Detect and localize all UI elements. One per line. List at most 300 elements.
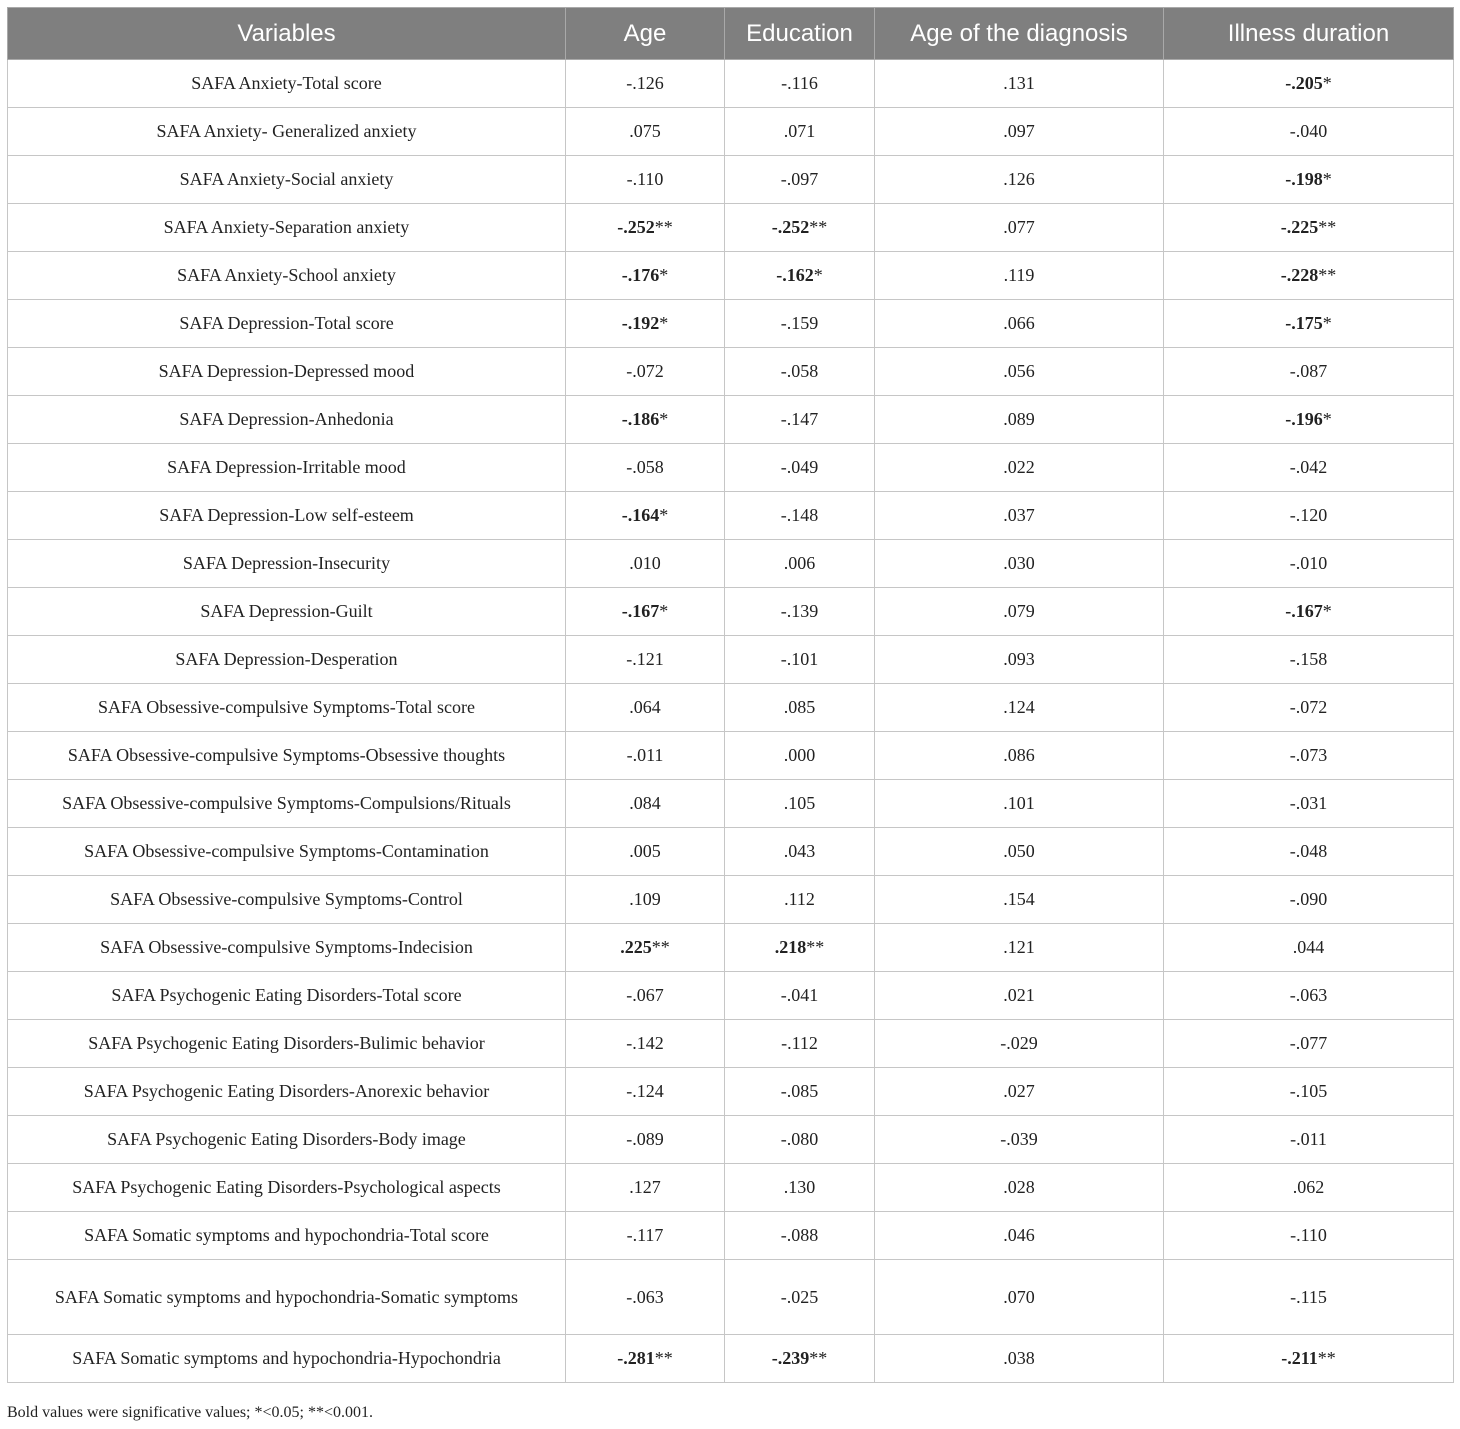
significance-marker: ** (1318, 265, 1337, 285)
significance-marker: * (659, 265, 669, 285)
cell-illness-duration (1164, 732, 1454, 780)
cell-value: .022 (1003, 457, 1035, 477)
cell-value: .000 (783, 745, 816, 765)
cell-illness-duration (1164, 300, 1454, 348)
cell-value: .071 (783, 121, 816, 141)
header-age-of-diagnosis: Age of the diagnosis (875, 8, 1164, 60)
cell-age-of-diagnosis (875, 732, 1164, 780)
cell-age-of-diagnosis (875, 636, 1164, 684)
cell-value: -.139 (780, 601, 819, 621)
cell-age (566, 444, 725, 492)
cell-value: .109 (629, 889, 661, 909)
cell-value: -.239 (771, 1348, 810, 1368)
header-illness-duration: Illness duration (1164, 8, 1454, 60)
cell-variable-label: SAFA Obsessive-compulsive Symptoms-Obsessive thoughts (8, 732, 566, 780)
significance-marker: ** (809, 217, 828, 237)
cell-variable-label: SAFA Anxiety-Social anxiety (8, 156, 566, 204)
table-row (8, 732, 1454, 780)
cell-value: .121 (1003, 937, 1035, 957)
cell-education (725, 1164, 875, 1212)
cell-age-of-diagnosis (875, 492, 1164, 540)
cell-age (566, 348, 725, 396)
cell-variable-label: SAFA Somatic symptoms and hypochondria-Hypochondria (8, 1335, 566, 1383)
cell-illness-duration (1164, 348, 1454, 396)
significance-marker: * (1322, 409, 1332, 429)
cell-age (566, 588, 725, 636)
header-row (8, 8, 1454, 60)
cell-value: .046 (1003, 1225, 1035, 1245)
cell-value: -.067 (626, 985, 664, 1005)
cell-education (725, 1212, 875, 1260)
cell-illness-duration (1164, 588, 1454, 636)
table-row (8, 60, 1454, 108)
cell-value: -.164 (621, 505, 660, 525)
cell-illness-duration (1164, 204, 1454, 252)
cell-value: -.148 (780, 505, 819, 525)
cell-value: .030 (1003, 553, 1035, 573)
cell-value: -.077 (1289, 1033, 1328, 1053)
cell-value: .006 (783, 553, 816, 573)
cell-age-of-diagnosis (875, 684, 1164, 732)
cell-education (725, 1020, 875, 1068)
cell-value: -.112 (781, 1033, 818, 1053)
table-row (8, 492, 1454, 540)
cell-value: -.049 (780, 457, 819, 477)
table-row (8, 828, 1454, 876)
cell-education (725, 1068, 875, 1116)
significance-marker: ** (651, 937, 670, 957)
cell-education (725, 924, 875, 972)
cell-value: -.158 (1289, 649, 1328, 669)
cell-variable-label: SAFA Anxiety-Total score (8, 60, 566, 108)
cell-value: -.192 (621, 313, 660, 333)
cell-value: -.097 (780, 169, 819, 189)
cell-value: -.080 (780, 1129, 819, 1149)
cell-value: .070 (1003, 1286, 1035, 1307)
cell-age-of-diagnosis (875, 1260, 1164, 1335)
cell-illness-duration (1164, 60, 1454, 108)
significance-marker: * (1322, 73, 1332, 93)
cell-age-of-diagnosis (875, 780, 1164, 828)
cell-age (566, 684, 725, 732)
cell-value: .154 (1003, 889, 1035, 909)
cell-value: -.159 (780, 313, 819, 333)
cell-value: .005 (629, 841, 661, 861)
cell-value: -.088 (780, 1225, 819, 1245)
cell-value: -.115 (1290, 1286, 1327, 1307)
table-row (8, 1260, 1454, 1335)
table-row (8, 876, 1454, 924)
cell-variable-label: SAFA Anxiety-Separation anxiety (8, 204, 566, 252)
cell-variable-label: SAFA Depression-Desperation (8, 636, 566, 684)
table-row (8, 588, 1454, 636)
cell-value: -.010 (1289, 553, 1328, 573)
cell-age (566, 300, 725, 348)
cell-value: -.085 (780, 1081, 819, 1101)
table-body (8, 60, 1454, 1383)
cell-education (725, 156, 875, 204)
cell-age-of-diagnosis (875, 1335, 1164, 1383)
correlation-table-container (7, 7, 1453, 1383)
cell-age (566, 108, 725, 156)
cell-illness-duration (1164, 780, 1454, 828)
cell-value: -.042 (1289, 457, 1328, 477)
cell-variable-label: SAFA Depression-Irritable mood (8, 444, 566, 492)
cell-age-of-diagnosis (875, 876, 1164, 924)
cell-illness-duration (1164, 1164, 1454, 1212)
cell-education (725, 1260, 875, 1335)
cell-value: .028 (1003, 1177, 1035, 1197)
cell-age-of-diagnosis (875, 204, 1164, 252)
cell-value: .021 (1003, 985, 1035, 1005)
significance-marker: * (1322, 601, 1332, 621)
cell-value: .225 (620, 937, 652, 957)
table-row (8, 1335, 1454, 1383)
cell-variable-label: SAFA Psychogenic Eating Disorders-Total score (8, 972, 566, 1020)
header-age: Age (566, 8, 725, 60)
table-row (8, 780, 1454, 828)
table-row (8, 156, 1454, 204)
table-row (8, 396, 1454, 444)
cell-illness-duration (1164, 396, 1454, 444)
significance-marker: * (1322, 313, 1332, 333)
cell-age-of-diagnosis (875, 540, 1164, 588)
cell-value: -.101 (780, 649, 819, 669)
cell-value: -.058 (780, 361, 819, 381)
cell-illness-duration (1164, 924, 1454, 972)
table-row (8, 972, 1454, 1020)
cell-value: -.025 (780, 1286, 819, 1307)
cell-value: -.225 (1280, 217, 1319, 237)
cell-variable-label: SAFA Obsessive-compulsive Symptoms-Total score (8, 684, 566, 732)
cell-value: .010 (629, 553, 661, 573)
cell-value: -.029 (1000, 1033, 1038, 1053)
cell-age (566, 204, 725, 252)
cell-education (725, 1116, 875, 1164)
cell-age-of-diagnosis (875, 1116, 1164, 1164)
cell-value: -.126 (626, 73, 664, 93)
cell-education (725, 732, 875, 780)
cell-illness-duration (1164, 972, 1454, 1020)
cell-education (725, 204, 875, 252)
cell-value: .079 (1003, 601, 1035, 621)
cell-value: .101 (1003, 793, 1035, 813)
table-row (8, 348, 1454, 396)
cell-value: -.252 (771, 217, 810, 237)
cell-education (725, 780, 875, 828)
header-variables: Variables (8, 8, 566, 60)
cell-variable-label: SAFA Psychogenic Eating Disorders-Anorexic behavior (8, 1068, 566, 1116)
cell-value: -.040 (1289, 121, 1328, 141)
cell-value: .126 (1003, 169, 1035, 189)
cell-value: -.121 (626, 649, 664, 669)
cell-value: .027 (1003, 1081, 1035, 1101)
table-row (8, 204, 1454, 252)
cell-age-of-diagnosis (875, 828, 1164, 876)
significance-marker: * (659, 505, 669, 525)
cell-value: .077 (1003, 217, 1035, 237)
cell-variable-label: SAFA Anxiety- Generalized anxiety (8, 108, 566, 156)
cell-value: -.116 (781, 73, 818, 93)
cell-value: -.063 (1289, 985, 1328, 1005)
cell-age (566, 636, 725, 684)
cell-variable-label: SAFA Obsessive-compulsive Symptoms-Indecision (8, 924, 566, 972)
cell-value: -.117 (626, 1225, 664, 1245)
cell-age (566, 492, 725, 540)
table-row (8, 300, 1454, 348)
cell-variable-label: SAFA Depression-Low self-esteem (8, 492, 566, 540)
cell-education (725, 492, 875, 540)
cell-variable-label: SAFA Somatic symptoms and hypochondria-Somatic symptoms (8, 1260, 566, 1335)
cell-age (566, 780, 725, 828)
cell-age (566, 876, 725, 924)
significance-marker: ** (806, 937, 825, 957)
table-row (8, 1212, 1454, 1260)
cell-variable-label: SAFA Depression-Depressed mood (8, 348, 566, 396)
cell-value: -.176 (621, 265, 660, 285)
cell-variable-label: SAFA Depression-Total score (8, 300, 566, 348)
correlation-table (7, 7, 1454, 1383)
cell-illness-duration (1164, 1212, 1454, 1260)
cell-age-of-diagnosis (875, 588, 1164, 636)
cell-age-of-diagnosis (875, 972, 1164, 1020)
cell-illness-duration (1164, 444, 1454, 492)
cell-value: -.124 (626, 1081, 664, 1101)
cell-value: .043 (783, 841, 816, 861)
cell-illness-duration (1164, 1068, 1454, 1116)
cell-age-of-diagnosis (875, 1068, 1164, 1116)
cell-education (725, 972, 875, 1020)
cell-age-of-diagnosis (875, 1020, 1164, 1068)
cell-value: .097 (1003, 121, 1035, 141)
cell-age (566, 1068, 725, 1116)
cell-education (725, 1335, 875, 1383)
cell-illness-duration (1164, 1116, 1454, 1164)
cell-value: -.011 (1290, 1129, 1327, 1149)
cell-education (725, 876, 875, 924)
table-footnote: Bold values were significative values; *<0.05; **<0.001. (7, 1404, 373, 1421)
cell-education (725, 828, 875, 876)
cell-age (566, 60, 725, 108)
table-row (8, 108, 1454, 156)
cell-variable-label: SAFA Depression-Insecurity (8, 540, 566, 588)
cell-value: -.058 (626, 457, 664, 477)
table-row (8, 1116, 1454, 1164)
table-row (8, 252, 1454, 300)
cell-value: -.186 (621, 409, 660, 429)
cell-value: -.167 (621, 601, 660, 621)
cell-education (725, 60, 875, 108)
cell-value: -.090 (1289, 889, 1328, 909)
cell-education (725, 684, 875, 732)
cell-value: -.105 (1289, 1081, 1328, 1101)
cell-age-of-diagnosis (875, 156, 1164, 204)
significance-marker: * (659, 409, 669, 429)
cell-value: -.048 (1289, 841, 1328, 861)
cell-variable-label: SAFA Obsessive-compulsive Symptoms-Compulsions/Rituals (8, 780, 566, 828)
cell-education (725, 348, 875, 396)
cell-value: -.205 (1285, 73, 1323, 93)
cell-value: .086 (1003, 745, 1035, 765)
cell-value: -.011 (626, 745, 664, 765)
significance-marker: ** (809, 1348, 828, 1368)
cell-education (725, 540, 875, 588)
cell-age-of-diagnosis (875, 924, 1164, 972)
header-education: Education (725, 8, 875, 60)
cell-variable-label: SAFA Psychogenic Eating Disorders-Bulimic behavior (8, 1020, 566, 1068)
cell-value: -.162 (776, 265, 814, 285)
cell-value: -.110 (1290, 1225, 1327, 1245)
significance-marker: ** (654, 1348, 673, 1368)
cell-value: .119 (1003, 265, 1035, 285)
cell-value: .062 (1292, 1177, 1325, 1197)
table-row (8, 540, 1454, 588)
cell-value: .038 (1003, 1348, 1035, 1368)
cell-illness-duration (1164, 828, 1454, 876)
cell-education (725, 252, 875, 300)
cell-age (566, 540, 725, 588)
cell-illness-duration (1164, 1335, 1454, 1383)
cell-variable-label: SAFA Anxiety-School anxiety (8, 252, 566, 300)
cell-education (725, 444, 875, 492)
cell-value: -.073 (1289, 745, 1328, 765)
cell-age (566, 396, 725, 444)
cell-value: -.147 (780, 409, 819, 429)
cell-variable-label: SAFA Somatic symptoms and hypochondria-Total score (8, 1212, 566, 1260)
cell-age (566, 1164, 725, 1212)
cell-value: -.198 (1285, 169, 1323, 189)
cell-variable-label: SAFA Obsessive-compulsive Symptoms-Contamination (8, 828, 566, 876)
cell-value: .093 (1003, 649, 1035, 669)
cell-education (725, 636, 875, 684)
cell-variable-label: SAFA Obsessive-compulsive Symptoms-Control (8, 876, 566, 924)
significance-marker: ** (1318, 217, 1337, 237)
cell-value: -.281 (617, 1348, 655, 1368)
cell-value: -.196 (1285, 409, 1323, 429)
cell-age-of-diagnosis (875, 300, 1164, 348)
cell-illness-duration (1164, 1020, 1454, 1068)
cell-age-of-diagnosis (875, 444, 1164, 492)
cell-value: .075 (629, 121, 661, 141)
cell-age (566, 1335, 725, 1383)
cell-education (725, 588, 875, 636)
cell-illness-duration (1164, 108, 1454, 156)
cell-age (566, 972, 725, 1020)
cell-value: .130 (783, 1177, 816, 1197)
cell-illness-duration (1164, 1260, 1454, 1335)
table-row (8, 1068, 1454, 1116)
cell-value: -.175 (1285, 313, 1323, 333)
cell-value: -.087 (1289, 361, 1328, 381)
cell-illness-duration (1164, 252, 1454, 300)
cell-education (725, 300, 875, 348)
cell-value: -.228 (1280, 265, 1319, 285)
cell-value: .218 (774, 937, 807, 957)
cell-illness-duration (1164, 636, 1454, 684)
table-row (8, 636, 1454, 684)
cell-age-of-diagnosis (875, 60, 1164, 108)
cell-value: .131 (1003, 73, 1035, 93)
cell-value: -.041 (780, 985, 819, 1005)
table-row (8, 684, 1454, 732)
cell-education (725, 108, 875, 156)
cell-value: -.039 (1000, 1129, 1038, 1149)
table-row (8, 1020, 1454, 1068)
cell-age (566, 1212, 725, 1260)
significance-marker: * (659, 313, 669, 333)
cell-value: .050 (1003, 841, 1035, 861)
cell-value: .089 (1003, 409, 1035, 429)
cell-variable-label: SAFA Depression-Anhedonia (8, 396, 566, 444)
cell-age (566, 156, 725, 204)
significance-marker: ** (1317, 1348, 1336, 1368)
cell-age (566, 1116, 725, 1164)
cell-value: .127 (629, 1177, 661, 1197)
cell-age (566, 924, 725, 972)
cell-age-of-diagnosis (875, 108, 1164, 156)
cell-value: .085 (783, 697, 816, 717)
cell-value: -.120 (1289, 505, 1328, 525)
cell-value: .037 (1003, 505, 1035, 525)
cell-value: -.167 (1285, 601, 1323, 621)
cell-value: .124 (1003, 697, 1035, 717)
cell-value: -.252 (617, 217, 655, 237)
cell-age (566, 1020, 725, 1068)
cell-age-of-diagnosis (875, 252, 1164, 300)
cell-variable-label: SAFA Psychogenic Eating Disorders-Psychological aspects (8, 1164, 566, 1212)
cell-value: .112 (784, 889, 815, 909)
cell-age-of-diagnosis (875, 348, 1164, 396)
cell-age (566, 1260, 725, 1335)
cell-age-of-diagnosis (875, 396, 1164, 444)
cell-illness-duration (1164, 492, 1454, 540)
cell-illness-duration (1164, 684, 1454, 732)
table-row (8, 444, 1454, 492)
cell-value: -.142 (626, 1033, 664, 1053)
significance-marker: * (1322, 169, 1332, 189)
cell-age (566, 252, 725, 300)
cell-age-of-diagnosis (875, 1212, 1164, 1260)
cell-age (566, 828, 725, 876)
cell-value: -.072 (1289, 697, 1328, 717)
cell-value: .084 (629, 793, 661, 813)
cell-illness-duration (1164, 156, 1454, 204)
cell-value: .064 (629, 697, 661, 717)
cell-value: -.031 (1289, 793, 1328, 813)
cell-value: -.110 (626, 169, 664, 189)
cell-value: .066 (1003, 313, 1035, 333)
cell-variable-label: SAFA Depression-Guilt (8, 588, 566, 636)
cell-value: -.063 (626, 1286, 664, 1307)
cell-value: .105 (783, 793, 816, 813)
cell-value: -.211 (1281, 1348, 1318, 1368)
table-row (8, 1164, 1454, 1212)
table-row (8, 924, 1454, 972)
cell-variable-label: SAFA Psychogenic Eating Disorders-Body image (8, 1116, 566, 1164)
cell-value: -.072 (626, 361, 664, 381)
cell-value: .044 (1292, 937, 1325, 957)
cell-illness-duration (1164, 540, 1454, 588)
significance-marker: ** (654, 217, 673, 237)
cell-illness-duration (1164, 876, 1454, 924)
significance-marker: * (659, 601, 669, 621)
cell-value: -.089 (626, 1129, 664, 1149)
table-header (8, 8, 1454, 60)
cell-education (725, 396, 875, 444)
cell-value: .056 (1003, 361, 1035, 381)
cell-age (566, 732, 725, 780)
cell-age-of-diagnosis (875, 1164, 1164, 1212)
